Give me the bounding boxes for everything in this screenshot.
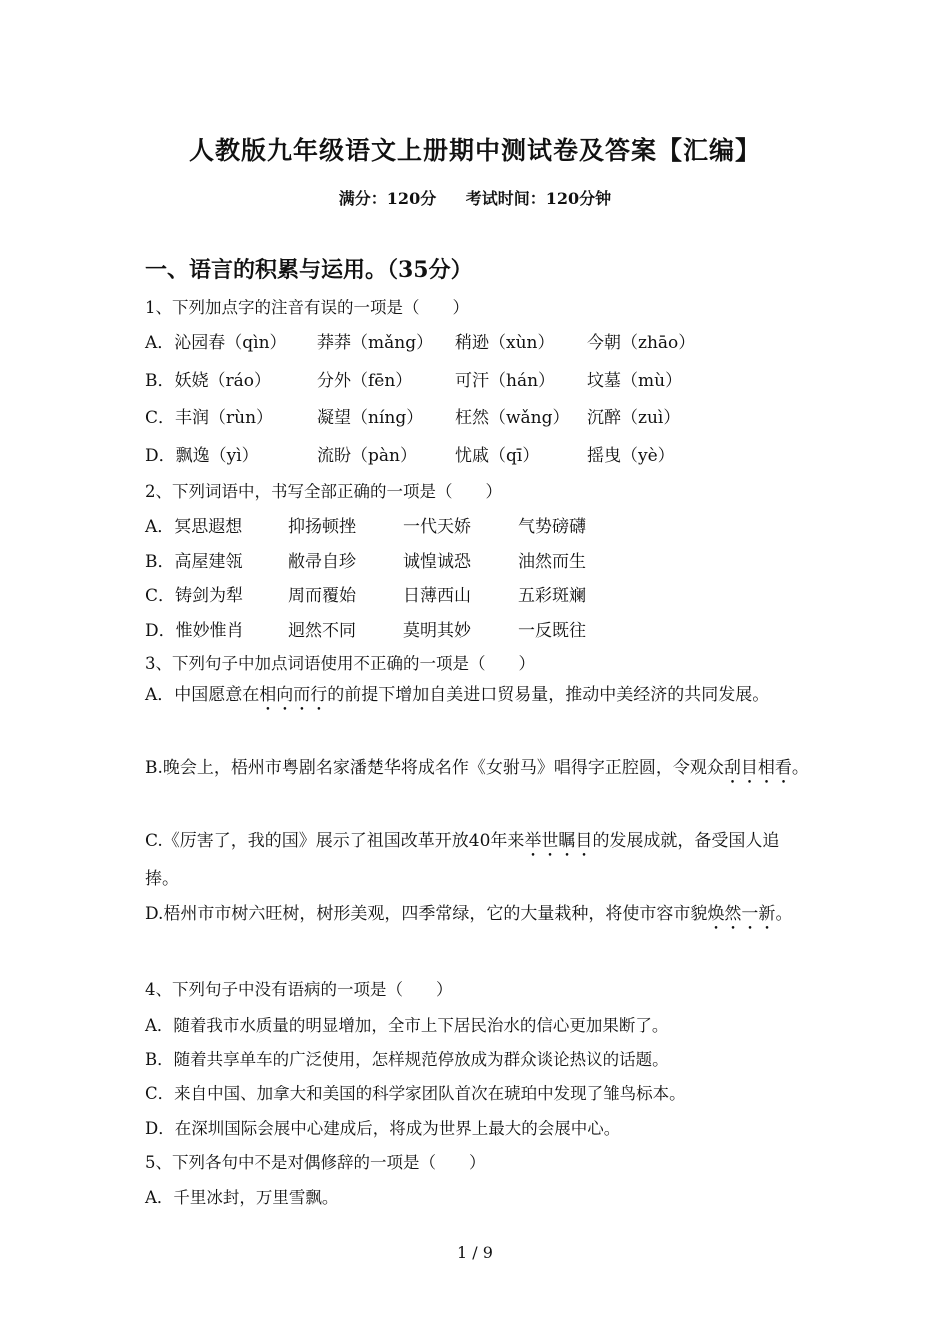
question-3-option-b: B.晚会上，梧州市粤剧名家潘楚华将成名作《女驸马》唱得字正腔圆，令观众刮目相看。 bbox=[145, 758, 809, 778]
question-3-stem: 3、下列句子中加点词语使用不正确的一项是（ ） bbox=[145, 654, 535, 673]
exam-time: 考试时间：120分钟 bbox=[465, 189, 612, 208]
question-4-option-b: B．随着共享单车的广泛使用，怎样规范停放成为群众谈论热议的话题。 bbox=[145, 1050, 669, 1069]
question-5-option-a: A．千里冰封，万里雪飘。 bbox=[145, 1188, 339, 1207]
question-3-option-c: C.《厉害了，我的国》展示了祖国改革开放40年来举世瞩目的发展成就，备受国人追捧。 bbox=[145, 831, 780, 889]
question-1-stem: 1、下列加点字的注音有误的一项是（ ） bbox=[145, 298, 469, 317]
question-4-option-a: A．随着我市水质量的明显增加，全市上下居民治水的信心更加果断了。 bbox=[145, 1016, 669, 1035]
question-3-option-d: D.梧州市市树六旺树，树形美观，四季常绿，它的大量栽种，将使市容市貌焕然一新。 bbox=[145, 904, 793, 924]
section-heading: 一、语言的积累与运用。（35分） bbox=[145, 257, 473, 283]
question-2-option-c: C．铸剑为犁 周而覆始 日薄西山 五彩斑斓 bbox=[145, 586, 586, 606]
question-4-option-c: C．来自中国、加拿大和美国的科学家团队首次在琥珀中发现了雏鸟标本。 bbox=[145, 1084, 686, 1103]
question-3-option-a: A．中国愿意在相向而行的前提下增加自美进口贸易量，推动中美经济的共同发展。 bbox=[145, 685, 770, 705]
question-4-stem: 4、下列句子中没有语病的一项是（ ） bbox=[145, 980, 453, 999]
question-1-option-d: D．飘逸（yì） 流盼（pàn） 忧戚（qī） 摇曳（yè） bbox=[145, 446, 675, 466]
question-2-option-d: D．惟妙惟肖 迥然不同 莫明其妙 一反既往 bbox=[145, 621, 586, 641]
question-2-stem: 2、下列词语中，书写全部正确的一项是（ ） bbox=[145, 482, 502, 501]
question-2-option-b: B．高屋建瓴 敝帚自珍 诚惶诚恐 油然而生 bbox=[145, 552, 586, 572]
question-1-option-b: B．妖娆（ráo） 分外（fēn） 可汗（hán） 坟墓（mù） bbox=[145, 371, 683, 391]
question-5-stem: 5、下列各句中不是对偶修辞的一项是（ ） bbox=[145, 1153, 486, 1172]
page-title: 人教版九年级语文上册期中测试卷及答案【汇编】 bbox=[188, 136, 761, 165]
question-1-option-a: A．沁园春（qìn） 莽莽（mǎng） 稍逊（xùn） 今朝（zhāo） bbox=[145, 333, 696, 353]
question-4-option-d: D．在深圳国际会展中心建成后，将成为世界上最大的会展中心。 bbox=[145, 1119, 621, 1138]
dotted-term: 焕然一新 bbox=[707, 904, 776, 924]
dotted-term: 刮目相看 bbox=[723, 758, 792, 778]
page-number: 1 / 9 bbox=[457, 1243, 493, 1262]
dotted-term: 举世瞩目 bbox=[524, 831, 593, 851]
full-score: 满分：120分 bbox=[338, 189, 437, 208]
dotted-term: 相向而行 bbox=[259, 685, 328, 705]
score-info bbox=[0, 186, 950, 209]
question-2-option-a: A．冥思遐想 抑扬顿挫 一代天娇 气势磅礴 bbox=[145, 517, 586, 537]
question-1-option-c: C．丰润（rùn） 凝望（níng） 枉然（wǎng） 沉醉（zuì） bbox=[145, 408, 681, 428]
